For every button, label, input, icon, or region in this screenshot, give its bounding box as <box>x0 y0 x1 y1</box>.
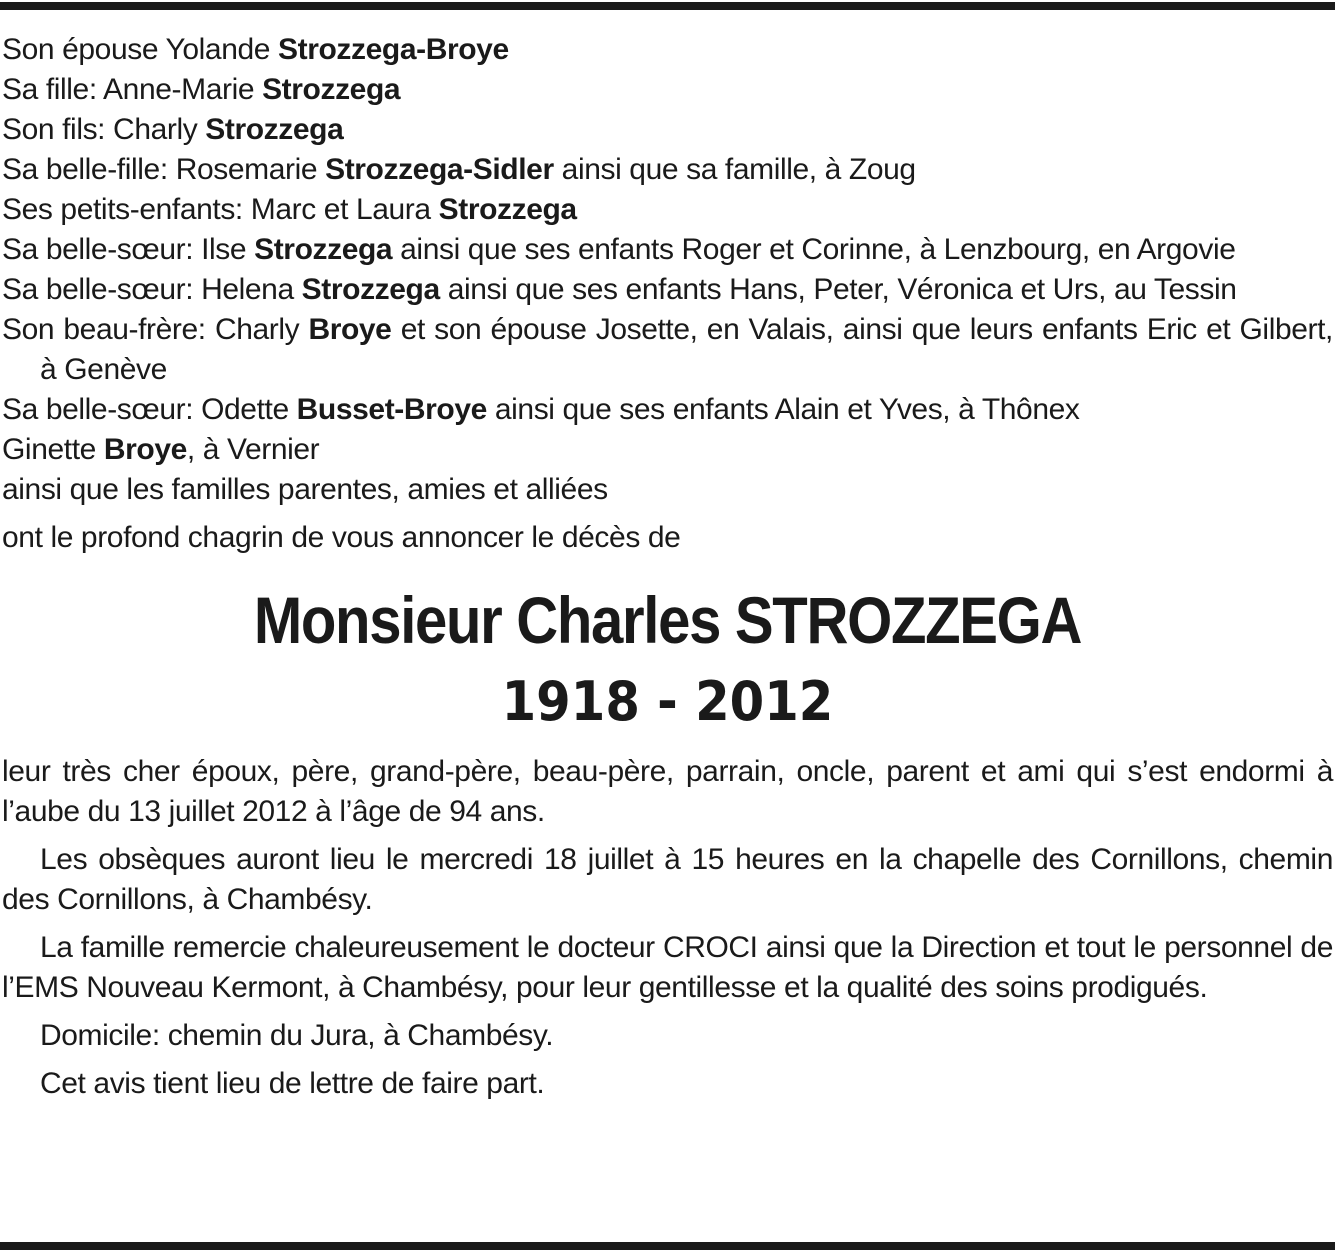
family-relation: Ses petits-enfants: Marc et Laura <box>2 193 439 226</box>
family-line <box>2 110 1333 150</box>
family-detail: , à Vernier <box>186 433 320 466</box>
family-relation: Sa belle-sœur: Odette <box>2 393 297 426</box>
top-rule <box>0 2 1335 10</box>
family-relation: Sa belle-sœur: Ilse <box>2 233 255 266</box>
family-line <box>2 150 1333 190</box>
domicile-paragraph: Domicile: chemin du Jura, à Chambésy. <box>40 1019 554 1052</box>
family-relation: Sa belle-sœur: Helena <box>2 273 302 306</box>
family-surname: Broye <box>308 313 392 346</box>
life-years: 1918 - 2012 <box>501 670 834 733</box>
family-detail: ainsi que ses enfants Alain et Yves, à Thônex <box>486 393 1080 426</box>
announcement-intro: ont le profond chagrin de vous annoncer le décès de <box>2 521 681 554</box>
thanks-paragraph: La famille remercie chaleureusement le docteur CROCI ainsi que la Direction et tout le personnel de l’EMS Nouveau Kermont, à Chambésy, pour leur gentillesse et la qualité des soins prodigués. <box>2 931 1333 1004</box>
family-detail: ainsi que sa famille, à Zoug <box>553 153 916 186</box>
notice-paragraph: Cet avis tient lieu de lettre de faire part. <box>40 1067 545 1100</box>
family-line <box>2 30 1333 70</box>
bottom-rule <box>0 1242 1335 1250</box>
family-detail: ainsi que ses enfants Hans, Peter, Véronica et Urs, au Tessin <box>439 273 1237 306</box>
family-surname: Strozzega <box>438 193 577 226</box>
family-line <box>2 470 1333 510</box>
family-surname: Strozzega <box>205 113 344 146</box>
family-line <box>2 70 1333 110</box>
family-line <box>2 270 1333 310</box>
family-surname: Strozzega-Sidler <box>325 153 554 186</box>
family-relation: Son fils: Charly <box>2 113 206 146</box>
funeral-paragraph: Les obsèques auront lieu le mercredi 18 juillet à 15 heures en la chapelle des Cornillons, chemin des Cornillons, à Chambésy. <box>2 843 1333 916</box>
deceased-name: Monsieur Charles STROZZEGA <box>253 583 1082 657</box>
family-line <box>2 310 1333 390</box>
family-relation: Son beau-frère: Charly <box>2 313 309 346</box>
family-surname: Busset-Broye <box>296 393 487 426</box>
tribute-paragraph: leur très cher époux, père, grand-père, beau-père, parrain, oncle, parent et ami qui s’est endormi à l’aube du 13 juillet 2012 à l’âge de 94 ans. <box>2 755 1333 828</box>
family-relation: ainsi que les familles parentes, amies et alliées <box>2 473 608 506</box>
family-surname: Strozzega <box>301 273 440 306</box>
family-relation: Sa belle-fille: Rosemarie <box>2 153 326 186</box>
family-surname: Strozzega <box>254 233 393 266</box>
family-relation: Ginette <box>2 433 104 466</box>
family-line <box>2 430 1333 470</box>
family-surname: Broye <box>103 433 187 466</box>
family-line <box>2 190 1333 230</box>
family-relation: Son épouse Yolande <box>2 33 279 66</box>
family-detail: ainsi que ses enfants Roger et Corinne, à Lenzbourg, en Argovie <box>392 233 1236 266</box>
family-surname: Strozzega-Broye <box>278 33 509 66</box>
obituary-notice <box>2 30 1333 1104</box>
family-line <box>2 230 1333 270</box>
family-list <box>2 30 1333 510</box>
family-relation: Sa fille: Anne-Marie <box>2 73 263 106</box>
family-surname: Strozzega <box>262 73 401 106</box>
family-detail: et son épouse Josette, en Valais, ainsi que leurs enfants Eric et Gilbert, à Genève <box>40 313 1333 386</box>
family-line <box>2 390 1333 430</box>
